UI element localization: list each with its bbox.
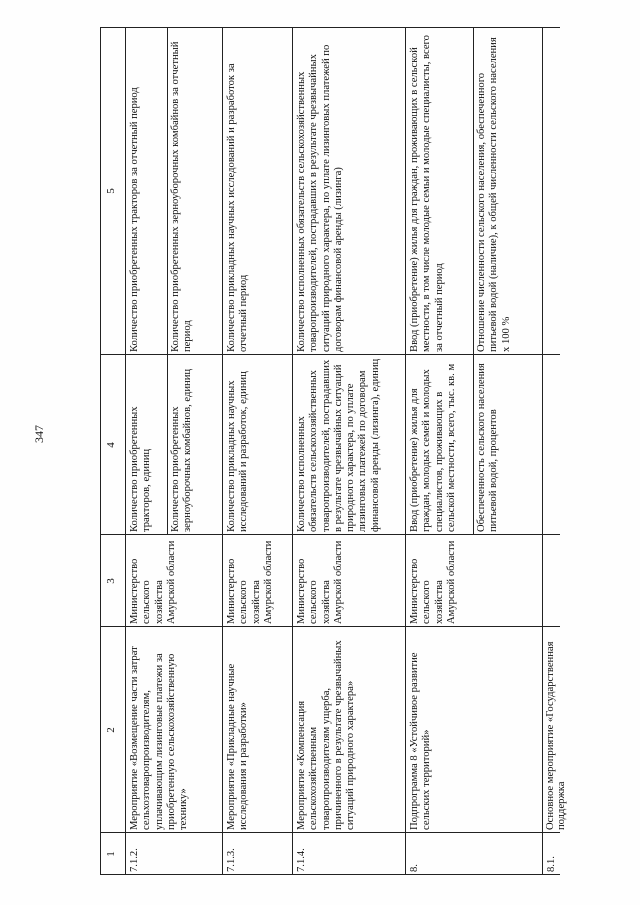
indicator-definition: Количество приобретенных зерноуборочных комбайнов за отчетный период [170,41,194,352]
event-name: Мероприятие «Возмещение части затрат сельхозтоваропроизводителям, уплачивающим лизинговые платежи за приобретенную сельскохозяйственную технику» [129,646,190,830]
row-number: 7.1.4. [296,848,307,872]
event-name: Основное мероприятие «Государственная поддержка [545,641,567,830]
executor: Министерство сельского хозяйства Амурской области [226,540,274,624]
row-border [542,27,543,875]
executor: Министерство сельского хозяйства Амурской области [409,540,457,624]
indicators-table [100,27,567,875]
row-number: 7.1.2. [129,848,140,872]
row-number: 8.1. [546,856,557,872]
indicator-definition: Количество прикладных научных исследований и разработок за отчетный период [226,63,250,352]
event-name: Мероприятие «Компенсация сельскохозяйственным товаропроизводителям ущерба, причиненного в результате чрезвычайных ситуаций природного характера» [296,640,357,830]
indicator: Количество приобретенных зерноуборочных комбайнов, единиц [170,368,194,532]
indicator: Количество приобретенных тракторов, единиц [129,406,153,532]
page-number: 347 [32,425,46,443]
indicator-definition: Ввод (приобретение) жилья для граждан, проживающих в сельской местности, в том числе молодые семьи и молодые специалисты, всего за отчетный период [409,35,445,352]
indicator-definition: Отношение численности сельского населения, обеспеченного питьевой водой (наличие), к общей численности сельского населения х 100 % [476,37,512,352]
indicator: Количество исполненных обязательств сельскохозяйственных товаропроизводителей, пострадавших в результате чрезвычайных ситуаций природного характера, по уплате лизинговых платежей по договорам финансовой аренды (лизинга), единиц [296,358,381,532]
row-border [222,27,223,875]
header-cell: 5 [105,188,117,194]
indicator-definition: Количество приобретенных тракторов за отчетный период [129,87,140,352]
event-name: Подпрограмма 8 «Устойчивое развитие сельских территорий» [409,652,433,830]
row-number: 7.1.3. [226,848,237,872]
header-cell: 3 [105,578,117,584]
header-cell: 4 [105,442,117,448]
header-cell: 2 [105,727,117,733]
indicator: Обеспеченность сельского населения питьевой водой, процентов [476,363,500,532]
row-border [405,27,406,875]
indicator-definition: Количество исполненных обязательств сельскохозяйственных товаропроизводителей, пострадавших в результате чрезвычайных ситуаций природного характера, по уплате лизинговых платежей по договорам финансовой аренды (лизинга) [296,44,344,352]
indicator: Количество прикладных научных исследований и разработок, единиц [226,371,250,532]
executor: Министерство сельского хозяйства Амурской области [296,540,344,624]
indicator: Ввод (приобретение) жилья для граждан, молодых семей и молодых специалистов, проживающих в сельской местности, всего, тыс. кв. м [409,363,457,532]
header-cell: 1 [105,851,117,857]
row-border [292,27,293,875]
header-row-border [125,27,126,875]
row-number: 8. [409,864,420,872]
executor: Министерство сельского хозяйства Амурской области [129,540,177,624]
event-name: Мероприятие «Прикладные научные исследования и разработки» [226,663,250,830]
